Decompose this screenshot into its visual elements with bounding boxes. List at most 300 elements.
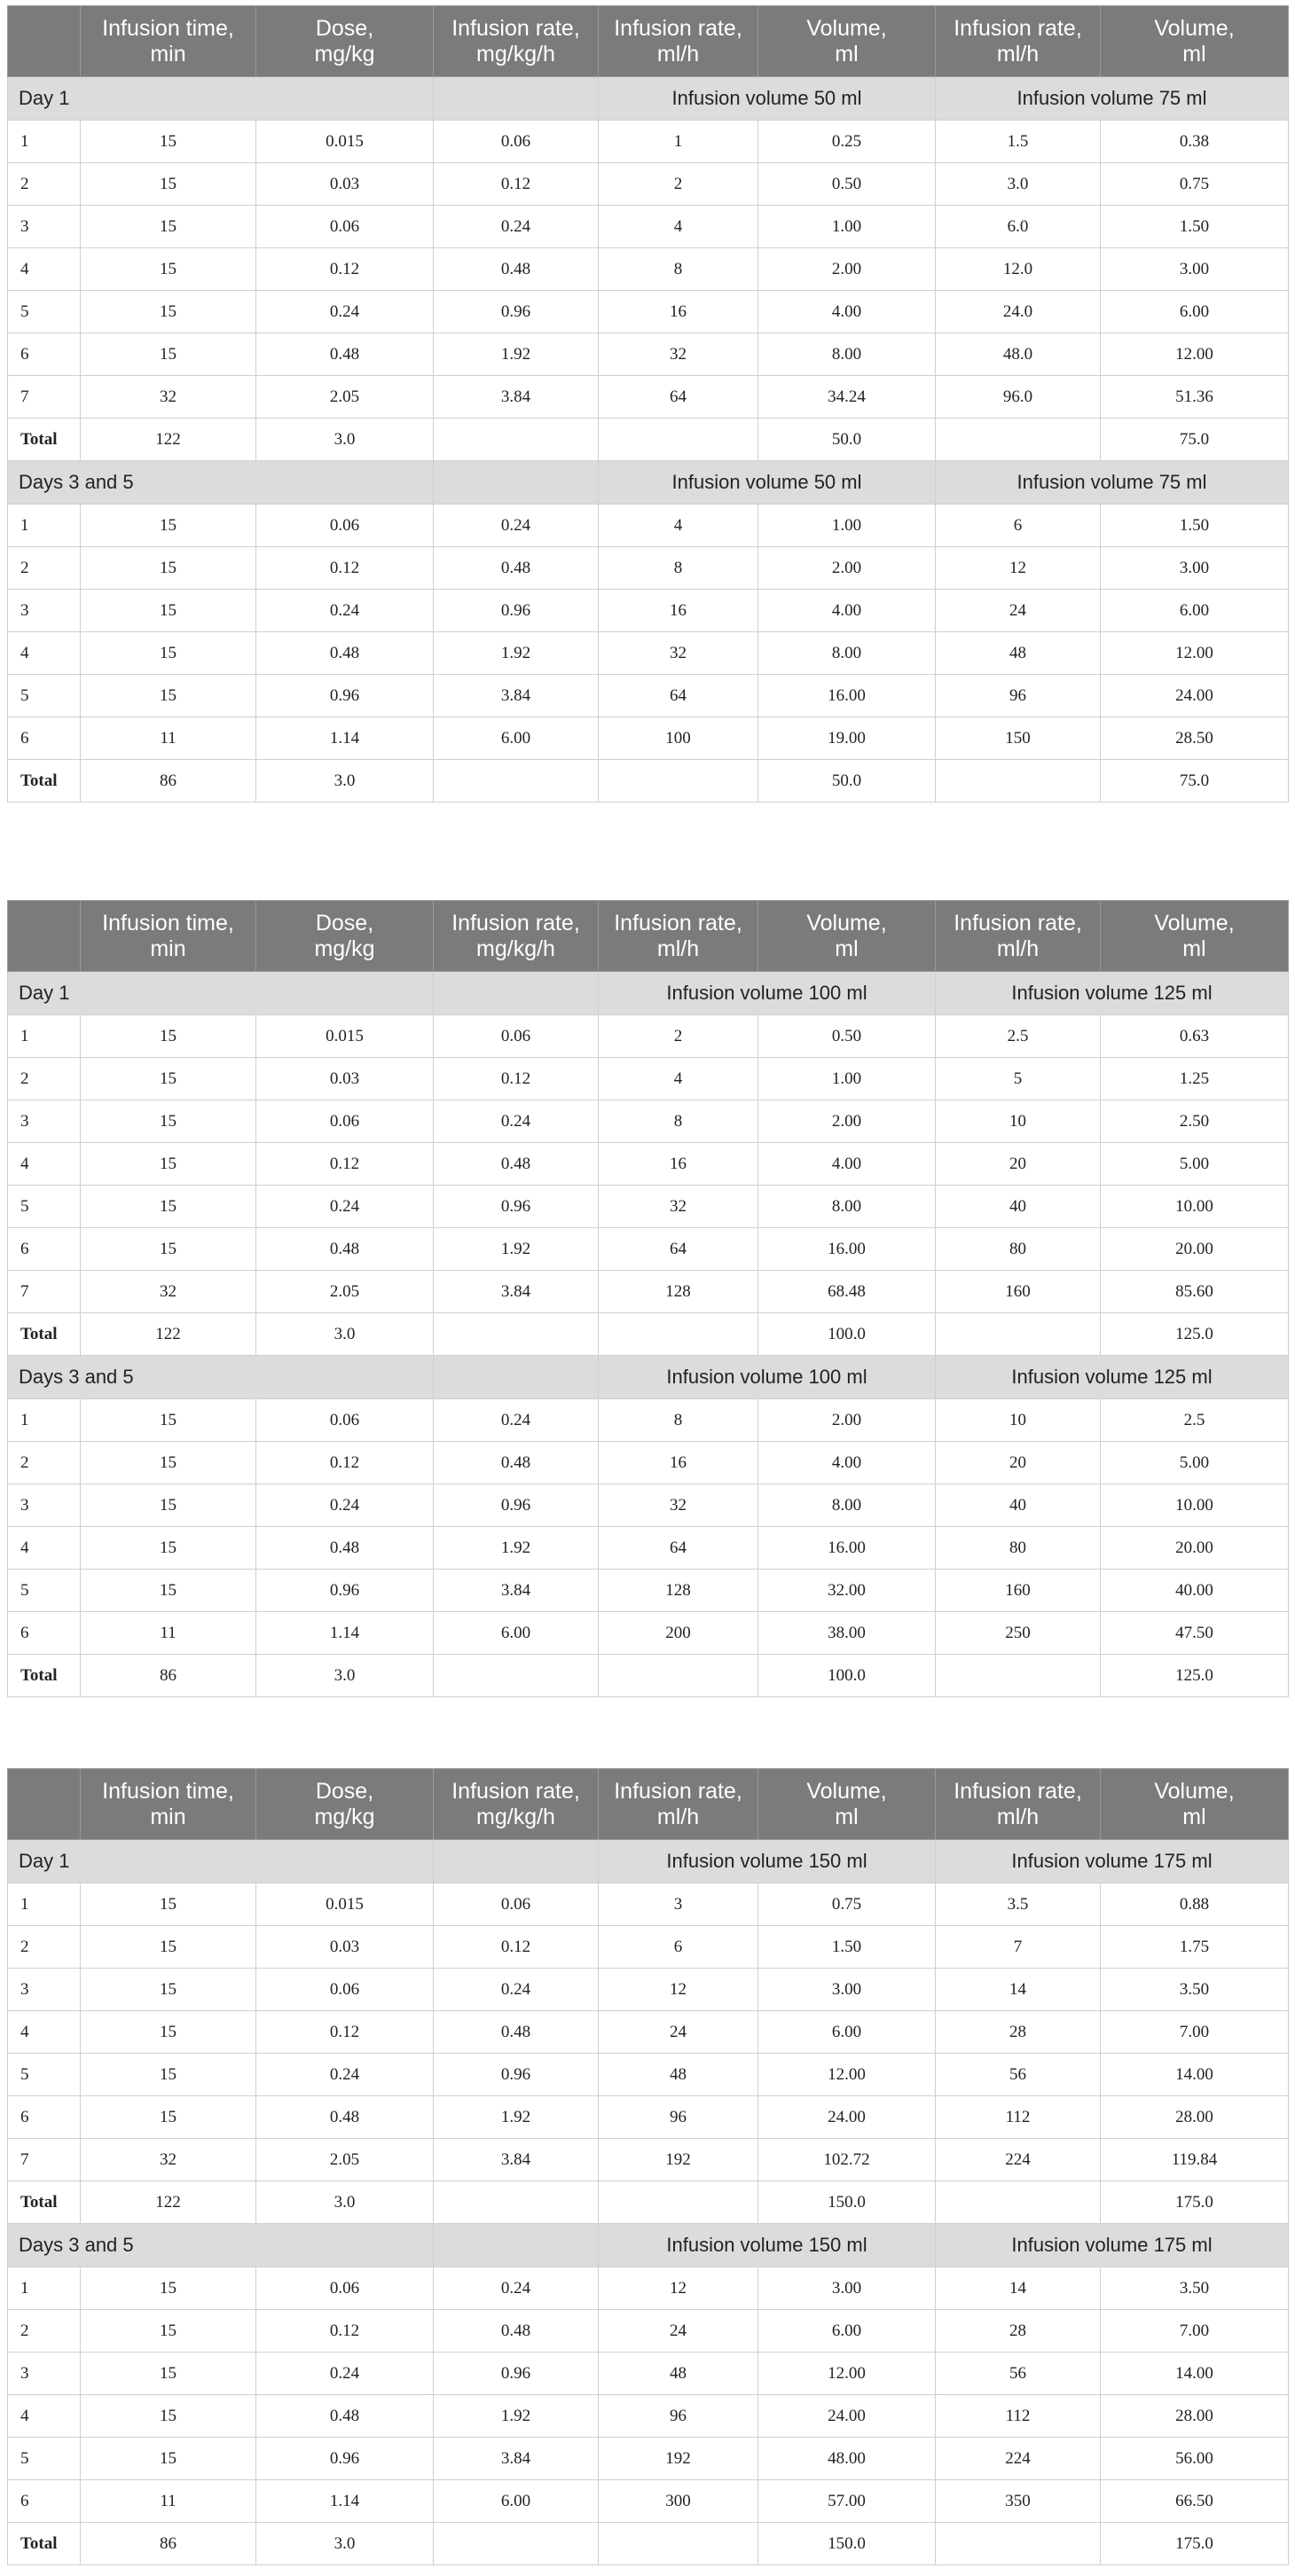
table-cell: 48 <box>599 2353 758 2395</box>
table-cell: 0.12 <box>256 1442 434 1484</box>
table-cell: 8 <box>599 547 758 590</box>
section-row <box>8 972 1289 1015</box>
table-row <box>8 1484 1289 1527</box>
column-header-line: Infusion rate, <box>451 1778 580 1804</box>
column-header-line: Volume, <box>806 910 887 936</box>
table-row <box>8 291 1289 333</box>
section-label: Days 3 and 5 <box>8 2224 434 2267</box>
table-cell: 6.00 <box>758 2011 936 2054</box>
table-cell: 15 <box>81 1527 256 1570</box>
table-cell: 0.96 <box>434 1186 599 1228</box>
total-cell: 125.0 <box>1101 1313 1289 1356</box>
table-cell: 3.00 <box>1101 248 1289 291</box>
table-cell: 48.00 <box>758 2438 936 2480</box>
table-cell: 150 <box>936 717 1101 760</box>
table-cell: 15 <box>81 1228 256 1271</box>
column-header <box>758 6 936 77</box>
table-cell: 48 <box>599 2054 758 2096</box>
table-cell: 0.96 <box>256 1570 434 1612</box>
table-cell: 28.50 <box>1101 717 1289 760</box>
table-cell: 32 <box>599 1186 758 1228</box>
column-header-line: min <box>150 41 186 67</box>
table-cell: 2.00 <box>758 248 936 291</box>
table-cell: 3.0 <box>936 163 1101 206</box>
total-cell <box>936 1313 1101 1356</box>
table-cell: 3.84 <box>434 2139 599 2181</box>
table-cell: 15 <box>81 1058 256 1100</box>
table-cell: 15 <box>81 2011 256 2054</box>
table-cell: 16 <box>599 590 758 632</box>
table-cell: 0.12 <box>256 1143 434 1186</box>
table-cell: 1 <box>8 1015 81 1058</box>
table-cell: 1.75 <box>1101 1926 1289 1969</box>
table-cell: 6 <box>599 1926 758 1969</box>
table-cell: 5 <box>8 1570 81 1612</box>
table-cell: 2.05 <box>256 1271 434 1313</box>
column-header-line: ml/h <box>996 41 1040 67</box>
column-header-line: ml <box>835 41 859 67</box>
section-label: Days 3 and 5 <box>8 1356 434 1399</box>
table-row <box>8 1143 1289 1186</box>
table-cell: 56 <box>936 2054 1101 2096</box>
table-cell: 12 <box>936 547 1101 590</box>
section-blank <box>434 1840 599 1883</box>
table-cell: 28.00 <box>1101 2395 1289 2438</box>
table-cell: 32 <box>81 2139 256 2181</box>
table-cell: 0.63 <box>1101 1015 1289 1058</box>
column-header <box>256 6 434 77</box>
table-cell: 10.00 <box>1101 1186 1289 1228</box>
table-cell: 10 <box>936 1399 1101 1442</box>
total-cell <box>599 2181 758 2224</box>
table-cell: 6.00 <box>1101 291 1289 333</box>
table-cell: 3.50 <box>1101 2267 1289 2310</box>
table-cell: 8 <box>599 1399 758 1442</box>
table-cell: 0.12 <box>256 2011 434 2054</box>
table-cell: 15 <box>81 1186 256 1228</box>
total-cell: Total <box>8 1655 81 1697</box>
table-cell: 6 <box>936 505 1101 547</box>
table-row <box>8 1399 1289 1442</box>
table-cell: 12.00 <box>1101 333 1289 376</box>
table-cell: 1.00 <box>758 1058 936 1100</box>
table-cell: 0.06 <box>256 1969 434 2011</box>
table-cell: 1.92 <box>434 2096 599 2139</box>
total-cell <box>599 1313 758 1356</box>
table-cell: 0.96 <box>434 590 599 632</box>
total-row <box>8 2523 1289 2565</box>
column-header-line: min <box>150 1804 186 1829</box>
table-cell: 12 <box>599 1969 758 2011</box>
table-cell: 2 <box>8 1442 81 1484</box>
table-row <box>8 1058 1289 1100</box>
column-header-line: ml <box>835 1804 859 1829</box>
table-cell: 6 <box>8 2096 81 2139</box>
table-cell: 3.00 <box>758 1969 936 2011</box>
table-cell: 64 <box>599 675 758 717</box>
column-header <box>936 1769 1101 1840</box>
table-cell: 11 <box>81 2480 256 2523</box>
table-cell: 11 <box>81 1612 256 1655</box>
table-row <box>8 2438 1289 2480</box>
table-cell: 15 <box>81 1883 256 1926</box>
table-cell: 3.84 <box>434 1570 599 1612</box>
table-cell: 2.00 <box>758 1399 936 1442</box>
column-header <box>8 1769 81 1840</box>
column-header-line: mg/kg/h <box>476 41 555 67</box>
table-cell: 51.36 <box>1101 376 1289 419</box>
table-cell: 1.92 <box>434 632 599 675</box>
table-cell: 0.06 <box>256 505 434 547</box>
table-cell: 56.00 <box>1101 2438 1289 2480</box>
table-cell: 32 <box>81 1271 256 1313</box>
table-cell: 0.24 <box>256 2054 434 2096</box>
table-cell: 20 <box>936 1442 1101 1484</box>
table-cell: 1 <box>8 505 81 547</box>
table-cell: 0.12 <box>434 1926 599 1969</box>
table-row <box>8 206 1289 248</box>
column-header <box>434 1769 599 1840</box>
table-cell: 0.48 <box>434 547 599 590</box>
table-row <box>8 2139 1289 2181</box>
total-cell <box>599 760 758 803</box>
table-cell: 2 <box>8 1926 81 1969</box>
table-cell: 12 <box>599 2267 758 2310</box>
table-cell: 24.00 <box>758 2096 936 2139</box>
column-header-line: mg/kg/h <box>476 1804 555 1829</box>
table-row <box>8 590 1289 632</box>
table-row <box>8 2054 1289 2096</box>
column-header <box>599 901 758 972</box>
column-header-line: ml <box>1182 936 1206 961</box>
table-header <box>8 6 1289 77</box>
table-row <box>8 717 1289 760</box>
column-header-line: min <box>150 936 186 961</box>
total-cell: Total <box>8 760 81 803</box>
table-cell: 0.03 <box>256 163 434 206</box>
table-cell: 1.50 <box>758 1926 936 1969</box>
column-header <box>81 6 256 77</box>
table-cell: 15 <box>81 1570 256 1612</box>
total-cell: 3.0 <box>256 2523 434 2565</box>
table-cell: 0.24 <box>434 1100 599 1143</box>
table-body <box>8 972 1289 1697</box>
table-cell: 15 <box>81 590 256 632</box>
table-cell: 0.06 <box>434 1883 599 1926</box>
total-row <box>8 1655 1289 1697</box>
table-cell: 7 <box>936 1926 1101 1969</box>
table-cell: 24 <box>599 2011 758 2054</box>
table-cell: 15 <box>81 121 256 163</box>
table-cell: 6 <box>8 1228 81 1271</box>
table-cell: 0.96 <box>434 2054 599 2096</box>
table-cell: 0.24 <box>434 1969 599 2011</box>
column-header-line: ml/h <box>656 936 700 961</box>
table-cell: 34.24 <box>758 376 936 419</box>
table-cell: 15 <box>81 1399 256 1442</box>
table-cell: 5 <box>8 2054 81 2096</box>
table-cell: 96 <box>599 2395 758 2438</box>
section-blank <box>434 2224 599 2267</box>
column-header-line: Infusion rate, <box>954 910 1082 936</box>
table-row <box>8 2096 1289 2139</box>
table-cell: 0.88 <box>1101 1883 1289 1926</box>
column-header-line: ml <box>1182 41 1206 67</box>
infusion-volume-b: Infusion volume 175 ml <box>936 1840 1289 1883</box>
table-cell: 15 <box>81 1969 256 2011</box>
table-cell: 0.03 <box>256 1058 434 1100</box>
table-cell: 0.015 <box>256 1015 434 1058</box>
table-cell: 15 <box>81 1015 256 1058</box>
table-row <box>8 1442 1289 1484</box>
column-header-line: Infusion rate, <box>614 15 742 41</box>
table-cell: 0.12 <box>256 2310 434 2353</box>
table-cell: 85.60 <box>1101 1271 1289 1313</box>
table-cell: 14 <box>936 1969 1101 2011</box>
table-cell: 1 <box>8 1883 81 1926</box>
table-cell: 3.50 <box>1101 1969 1289 2011</box>
table-cell: 0.48 <box>256 333 434 376</box>
table-cell: 56 <box>936 2353 1101 2395</box>
column-header-line: mg/kg <box>314 41 375 67</box>
table-cell: 3.84 <box>434 1271 599 1313</box>
table-cell: 14.00 <box>1101 2054 1289 2096</box>
column-header <box>936 6 1101 77</box>
column-header-line: Infusion time, <box>102 1778 234 1804</box>
table-cell: 3.84 <box>434 2438 599 2480</box>
table-cell: 160 <box>936 1271 1101 1313</box>
table-cell: 16 <box>599 1143 758 1186</box>
total-cell: 122 <box>81 419 256 461</box>
table-cell: 16 <box>599 1442 758 1484</box>
section-blank <box>434 77 599 121</box>
table-row <box>8 632 1289 675</box>
total-cell <box>599 1655 758 1697</box>
infusion-volume-b: Infusion volume 125 ml <box>936 972 1289 1015</box>
total-cell <box>434 2181 599 2224</box>
table-cell: 4 <box>8 2011 81 2054</box>
table-cell: 57.00 <box>758 2480 936 2523</box>
table-cell: 15 <box>81 2438 256 2480</box>
infusion-volume-b: Infusion volume 175 ml <box>936 2224 1289 2267</box>
total-cell: 125.0 <box>1101 1655 1289 1697</box>
table-cell: 15 <box>81 1143 256 1186</box>
column-header <box>1101 6 1289 77</box>
column-header <box>758 901 936 972</box>
table-row <box>8 1570 1289 1612</box>
table-cell: 192 <box>599 2438 758 2480</box>
table-cell: 0.24 <box>434 2267 599 2310</box>
table-cell: 15 <box>81 206 256 248</box>
table-cell: 2 <box>8 547 81 590</box>
column-header-line: mg/kg/h <box>476 936 555 961</box>
table-cell: 5.00 <box>1101 1143 1289 1186</box>
column-header-line: Infusion rate, <box>954 15 1082 41</box>
table-cell: 5 <box>8 291 81 333</box>
table-cell: 1.14 <box>256 717 434 760</box>
table-cell: 12.00 <box>758 2353 936 2395</box>
table-cell: 1 <box>8 2267 81 2310</box>
table-cell: 0.06 <box>256 1399 434 1442</box>
infusion-table-2 <box>7 900 1288 1697</box>
column-header-line: Infusion rate, <box>614 910 742 936</box>
table-cell: 11 <box>81 717 256 760</box>
table-cell: 15 <box>81 2054 256 2096</box>
total-cell: 75.0 <box>1101 760 1289 803</box>
total-row <box>8 2181 1289 2224</box>
infusion-table-1 <box>7 5 1288 803</box>
table-cell: 224 <box>936 2139 1101 2181</box>
section-row <box>8 461 1289 505</box>
table-row <box>8 547 1289 590</box>
data-table <box>7 5 1289 803</box>
table-cell: 100 <box>599 717 758 760</box>
table-cell: 7.00 <box>1101 2310 1289 2353</box>
total-cell <box>434 419 599 461</box>
table-row <box>8 1883 1289 1926</box>
table-cell: 0.12 <box>434 1058 599 1100</box>
table-header <box>8 1769 1289 1840</box>
table-cell: 28.00 <box>1101 2096 1289 2139</box>
table-cell: 224 <box>936 2438 1101 2480</box>
column-header-line: Volume, <box>806 1778 887 1804</box>
table-cell: 2.05 <box>256 2139 434 2181</box>
table-cell: 1.00 <box>758 206 936 248</box>
column-header-line: Infusion rate, <box>954 1778 1082 1804</box>
table-row <box>8 333 1289 376</box>
table-cell: 6.00 <box>758 2310 936 2353</box>
total-cell: 3.0 <box>256 1313 434 1356</box>
table-row <box>8 2267 1289 2310</box>
column-header-line: Volume, <box>806 15 887 41</box>
table-cell: 0.24 <box>434 1399 599 1442</box>
total-cell: 3.0 <box>256 419 434 461</box>
table-cell: 68.48 <box>758 1271 936 1313</box>
table-cell: 38.00 <box>758 1612 936 1655</box>
table-cell: 1.92 <box>434 333 599 376</box>
table-cell: 3 <box>8 1100 81 1143</box>
section-blank <box>434 1356 599 1399</box>
table-cell: 1.5 <box>936 121 1101 163</box>
table-cell: 1 <box>8 121 81 163</box>
table-cell: 0.48 <box>434 1442 599 1484</box>
column-header-line: Volume, <box>1154 910 1235 936</box>
column-header-line: Infusion rate, <box>451 910 580 936</box>
section-row <box>8 77 1289 121</box>
table-cell: 8.00 <box>758 1484 936 1527</box>
table-cell: 16 <box>599 291 758 333</box>
table-cell: 8.00 <box>758 333 936 376</box>
table-cell: 10 <box>936 1100 1101 1143</box>
table-cell: 0.48 <box>256 2096 434 2139</box>
table-cell: 7.00 <box>1101 2011 1289 2054</box>
table-cell: 0.38 <box>1101 121 1289 163</box>
column-header <box>936 901 1101 972</box>
table-cell: 6.00 <box>434 717 599 760</box>
column-header-line: ml/h <box>656 41 700 67</box>
table-cell: 15 <box>81 163 256 206</box>
table-cell: 0.24 <box>256 1186 434 1228</box>
section-label: Day 1 <box>8 77 434 121</box>
section-blank <box>434 461 599 505</box>
table-cell: 1.50 <box>1101 206 1289 248</box>
table-cell: 3.5 <box>936 1883 1101 1926</box>
table-cell: 4 <box>599 505 758 547</box>
column-header <box>1101 901 1289 972</box>
infusion-volume-a: Infusion volume 50 ml <box>599 77 936 121</box>
table-cell: 19.00 <box>758 717 936 760</box>
table-cell: 128 <box>599 1570 758 1612</box>
table-row <box>8 1271 1289 1313</box>
table-cell: 112 <box>936 2395 1101 2438</box>
table-cell: 40 <box>936 1186 1101 1228</box>
table-cell: 0.50 <box>758 163 936 206</box>
column-header-line: Infusion rate, <box>614 1778 742 1804</box>
column-header-line: ml/h <box>996 936 1040 961</box>
table-cell: 160 <box>936 1570 1101 1612</box>
table-cell: 0.06 <box>256 2267 434 2310</box>
total-cell <box>434 760 599 803</box>
table-cell: 20.00 <box>1101 1527 1289 1570</box>
table-cell: 15 <box>81 291 256 333</box>
table-cell: 24 <box>936 590 1101 632</box>
table-body <box>8 77 1289 803</box>
table-cell: 2 <box>8 1058 81 1100</box>
table-cell: 32 <box>599 333 758 376</box>
table-cell: 3 <box>8 2353 81 2395</box>
table-cell: 15 <box>81 632 256 675</box>
table-cell: 6.00 <box>434 2480 599 2523</box>
table-cell: 15 <box>81 1100 256 1143</box>
table-cell: 15 <box>81 1442 256 1484</box>
table-row <box>8 1612 1289 1655</box>
table-cell: 48 <box>936 632 1101 675</box>
table-cell: 4.00 <box>758 590 936 632</box>
table-cell: 0.25 <box>758 121 936 163</box>
table-cell: 80 <box>936 1228 1101 1271</box>
table-cell: 3 <box>8 1484 81 1527</box>
total-cell: 175.0 <box>1101 2181 1289 2224</box>
table-row <box>8 163 1289 206</box>
data-table <box>7 900 1289 1697</box>
header-row <box>8 901 1289 972</box>
table-row <box>8 1100 1289 1143</box>
header-row <box>8 6 1289 77</box>
total-cell <box>936 2523 1101 2565</box>
table-cell: 14.00 <box>1101 2353 1289 2395</box>
table-cell: 4.00 <box>758 291 936 333</box>
column-header <box>599 1769 758 1840</box>
table-cell: 2 <box>599 163 758 206</box>
table-cell: 40 <box>936 1484 1101 1527</box>
total-cell <box>434 1655 599 1697</box>
table-cell: 0.96 <box>256 675 434 717</box>
table-cell: 0.48 <box>434 248 599 291</box>
table-cell: 15 <box>81 2096 256 2139</box>
table-cell: 80 <box>936 1527 1101 1570</box>
table-cell: 2.05 <box>256 376 434 419</box>
total-cell: Total <box>8 2181 81 2224</box>
infusion-volume-a: Infusion volume 150 ml <box>599 2224 936 2267</box>
column-header <box>434 901 599 972</box>
table-cell: 6 <box>8 717 81 760</box>
total-cell: 86 <box>81 1655 256 1697</box>
table-cell: 0.48 <box>256 2395 434 2438</box>
column-header <box>1101 1769 1289 1840</box>
column-header <box>81 901 256 972</box>
table-row <box>8 1926 1289 1969</box>
section-row <box>8 1840 1289 1883</box>
